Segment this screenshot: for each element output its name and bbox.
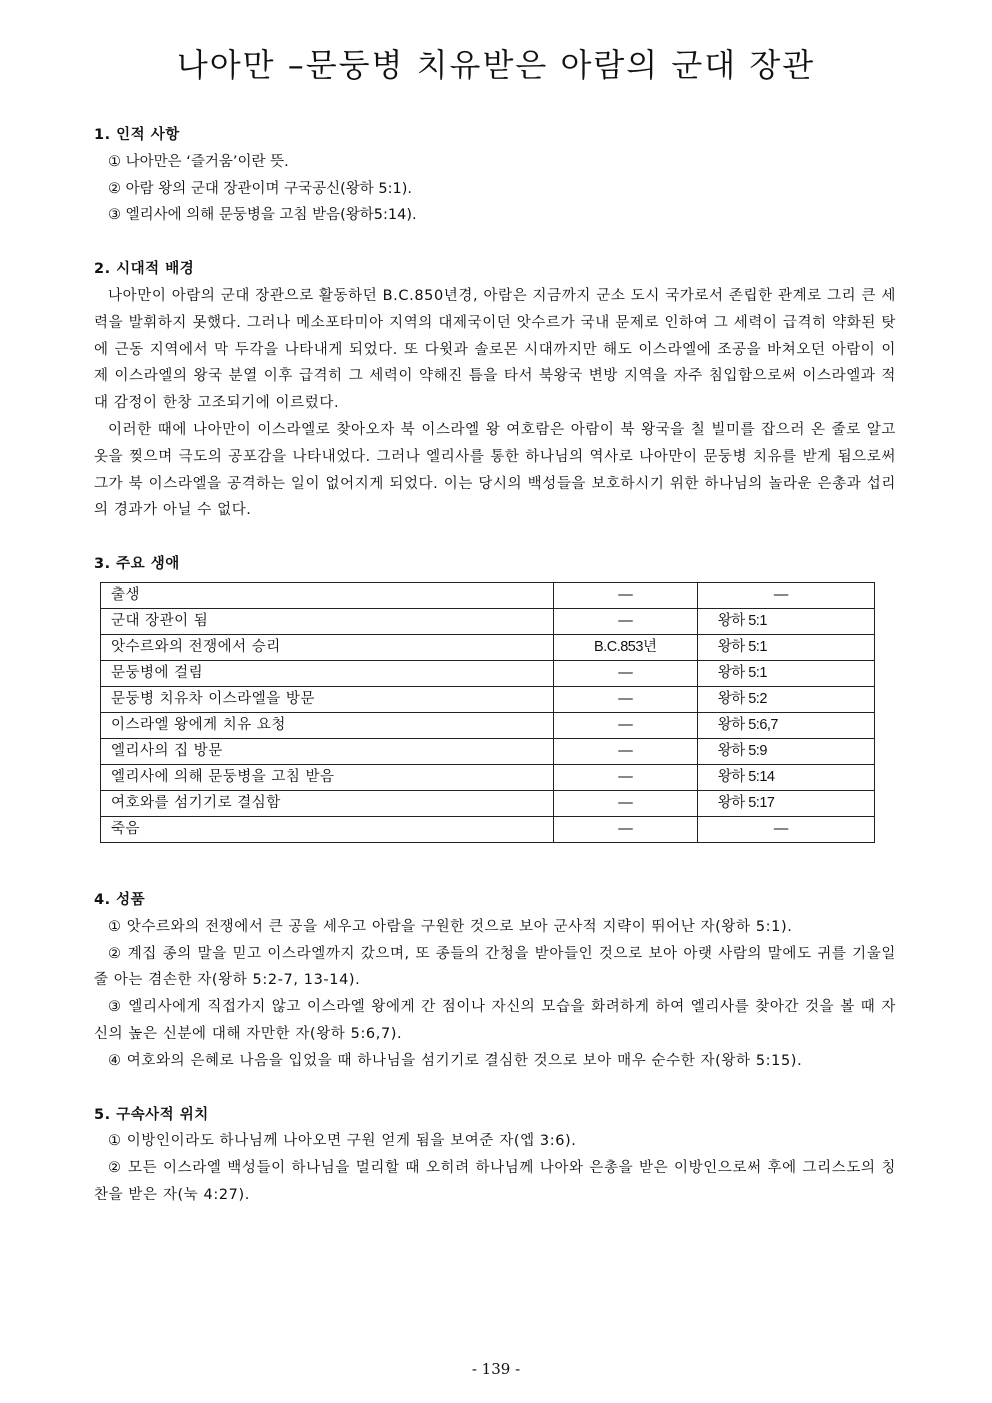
- list-item: ① 앗수르와의 전쟁에서 큰 공을 세우고 아람을 구원한 것으로 보아 군사적 지략이 뛰어난 자(왕하 5:1).: [108, 918, 793, 935]
- event-cell: 출생: [101, 582, 554, 608]
- page-number: - 139 -: [471, 1360, 521, 1378]
- date-cell: —: [553, 790, 697, 816]
- date-cell: —: [553, 816, 697, 842]
- section-heading: 5. 구속사적 위치: [94, 1106, 209, 1123]
- event-cell: 여호와를 섬기기로 결심함: [101, 790, 554, 816]
- section-background: [94, 256, 896, 524]
- reference-cell: —: [697, 582, 874, 608]
- section-heading: 2. 시대적 배경: [94, 261, 195, 278]
- section-heading: 3. 주요 생애: [94, 556, 180, 573]
- event-cell: 앗수르와의 전쟁에서 승리: [101, 634, 554, 660]
- reference-cell: 왕하 5:2: [697, 686, 874, 712]
- event-cell: 죽음: [101, 816, 554, 842]
- reference-cell: 왕하 5:1: [697, 608, 874, 634]
- reference-cell: 왕하 5:9: [697, 738, 874, 764]
- reference-cell: 왕하 5:1: [697, 634, 874, 660]
- date-cell: —: [553, 608, 697, 634]
- table-row: [101, 686, 875, 712]
- section-personal-info: [94, 122, 896, 229]
- reference-cell: 왕하 5:6,7: [697, 712, 874, 738]
- list-item: ④ 여호와의 은혜로 나음을 입었을 때 하나님을 섬기기로 결심한 것으로 보아 매우 순수한 자(왕하 5:15).: [108, 1052, 803, 1069]
- table-row: [101, 816, 875, 842]
- table-row: [101, 738, 875, 764]
- list-item: ① 이방인이라도 하나님께 나아오면 구원 얻게 됨을 보여준 자(엡 3:6).: [108, 1133, 577, 1150]
- list-item: ③ 엘리사에게 직접가지 않고 이스라엘 왕에게 간 점이나 자신의 모습을 화려하게 하여 엘리사를 찾아간 것을 볼 때 자신의 높은 신분에 대해 자만한 자(왕하 5:6,7).: [94, 999, 896, 1042]
- reference-cell: —: [697, 816, 874, 842]
- list-item: ② 모든 이스라엘 백성들이 하나님을 멀리할 때 오히려 하나님께 나아와 은총을 받은 이방인으로써 후에 그리스도의 칭찬을 받은 자(눅 4:27).: [94, 1160, 896, 1203]
- table-row: [101, 608, 875, 634]
- life-events-table: [100, 582, 875, 843]
- page-title: 나아만 –문둥병 치유받은 아람의 군대 장관: [176, 46, 816, 84]
- date-cell: —: [553, 582, 697, 608]
- list-item: ② 아람 왕의 군대 장관이며 구국공신(왕하 5:1).: [108, 180, 413, 197]
- table-row: [101, 582, 875, 608]
- section-heading: 4. 성품: [94, 891, 146, 908]
- table-row: [101, 634, 875, 660]
- table-row: [101, 712, 875, 738]
- table-row: [101, 764, 875, 790]
- list-item: ① 나아만은 ‘즐거움’이란 뜻.: [108, 153, 289, 170]
- reference-cell: 왕하 5:17: [697, 790, 874, 816]
- event-cell: 군대 장관이 됨: [101, 608, 554, 634]
- date-cell: —: [553, 764, 697, 790]
- list-item: ② 계집 종의 말을 믿고 이스라엘까지 갔으며, 또 종들의 간청을 받아들인 것으로 보아 아랫 사람의 말에도 귀를 기울일 줄 아는 겸손한 자(왕하 5:2-7, 13-14).: [94, 945, 896, 989]
- section-redemptive-position: [94, 1102, 896, 1209]
- reference-cell: 왕하 5:14: [697, 764, 874, 790]
- event-cell: 이스라엘 왕에게 치유 요청: [101, 712, 554, 738]
- paragraph: 이러한 때에 나아만이 이스라엘로 찾아오자 북 이스라엘 왕 여호람은 아람이 북 왕국을 칠 빌미를 잡으러 온 줄로 알고 옷을 찢으며 극도의 공포감을 나타내었다. 그러나 엘리사를 통한 하나님의 역사로 나아만이 문둥병 치유를 받게 됨으로써 그가 북 이스라엘을 공격하는 일이 없어지게 되었다. 이는 당시의 백성들을 보호하시기 위한 하나님의 놀라운 은총과 섭리의 경과가 아닐 수 없다.: [94, 421, 897, 519]
- list-item: ③ 엘리사에 의해 문둥병을 고침 받음(왕하5:14).: [108, 207, 417, 224]
- date-cell: —: [553, 660, 697, 686]
- reference-cell: 왕하 5:1: [697, 660, 874, 686]
- table-row: [101, 790, 875, 816]
- date-cell: —: [553, 712, 697, 738]
- event-cell: 엘리사의 집 방문: [101, 738, 554, 764]
- section-character: [94, 887, 896, 1075]
- table-row: [101, 660, 875, 686]
- date-cell: —: [553, 738, 697, 764]
- event-cell: 문둥병 치유차 이스라엘을 방문: [101, 686, 554, 712]
- section-life-events: [94, 551, 896, 843]
- section-heading: 1. 인적 사항: [94, 127, 180, 143]
- date-cell: B.C.853년: [553, 634, 697, 660]
- document-body: [94, 122, 896, 1209]
- paragraph: 나아만이 아람의 군대 장관으로 활동하던 B.C.850년경, 아람은 지금까지 군소 도시 국가로서 존립한 관계로 그리 큰 세력을 발휘하지 못했다. 그러나 메소포타미아 지역의 대제국이던 앗수르가 국내 문제로 인하여 그 세력이 급격히 약화된 탓에 근동 지역에서 막 두각을 나타내게 되었다. 또 다윗과 솔로몬 시대까지만 해도 이스라엘에 조공을 바쳐오던 아람이 이제 이스라엘의 왕국 분열 이후 급격히 그 세력이 약해진 틈을 타서 북왕국 변방 지역을 자주 침입함으로써 이스라엘과 적대 감정이 한창 고조되기에 이르렀다.: [94, 287, 896, 412]
- date-cell: —: [553, 686, 697, 712]
- event-cell: 엘리사에 의해 문둥병을 고침 받음: [101, 764, 554, 790]
- event-cell: 문둥병에 걸림: [101, 660, 554, 686]
